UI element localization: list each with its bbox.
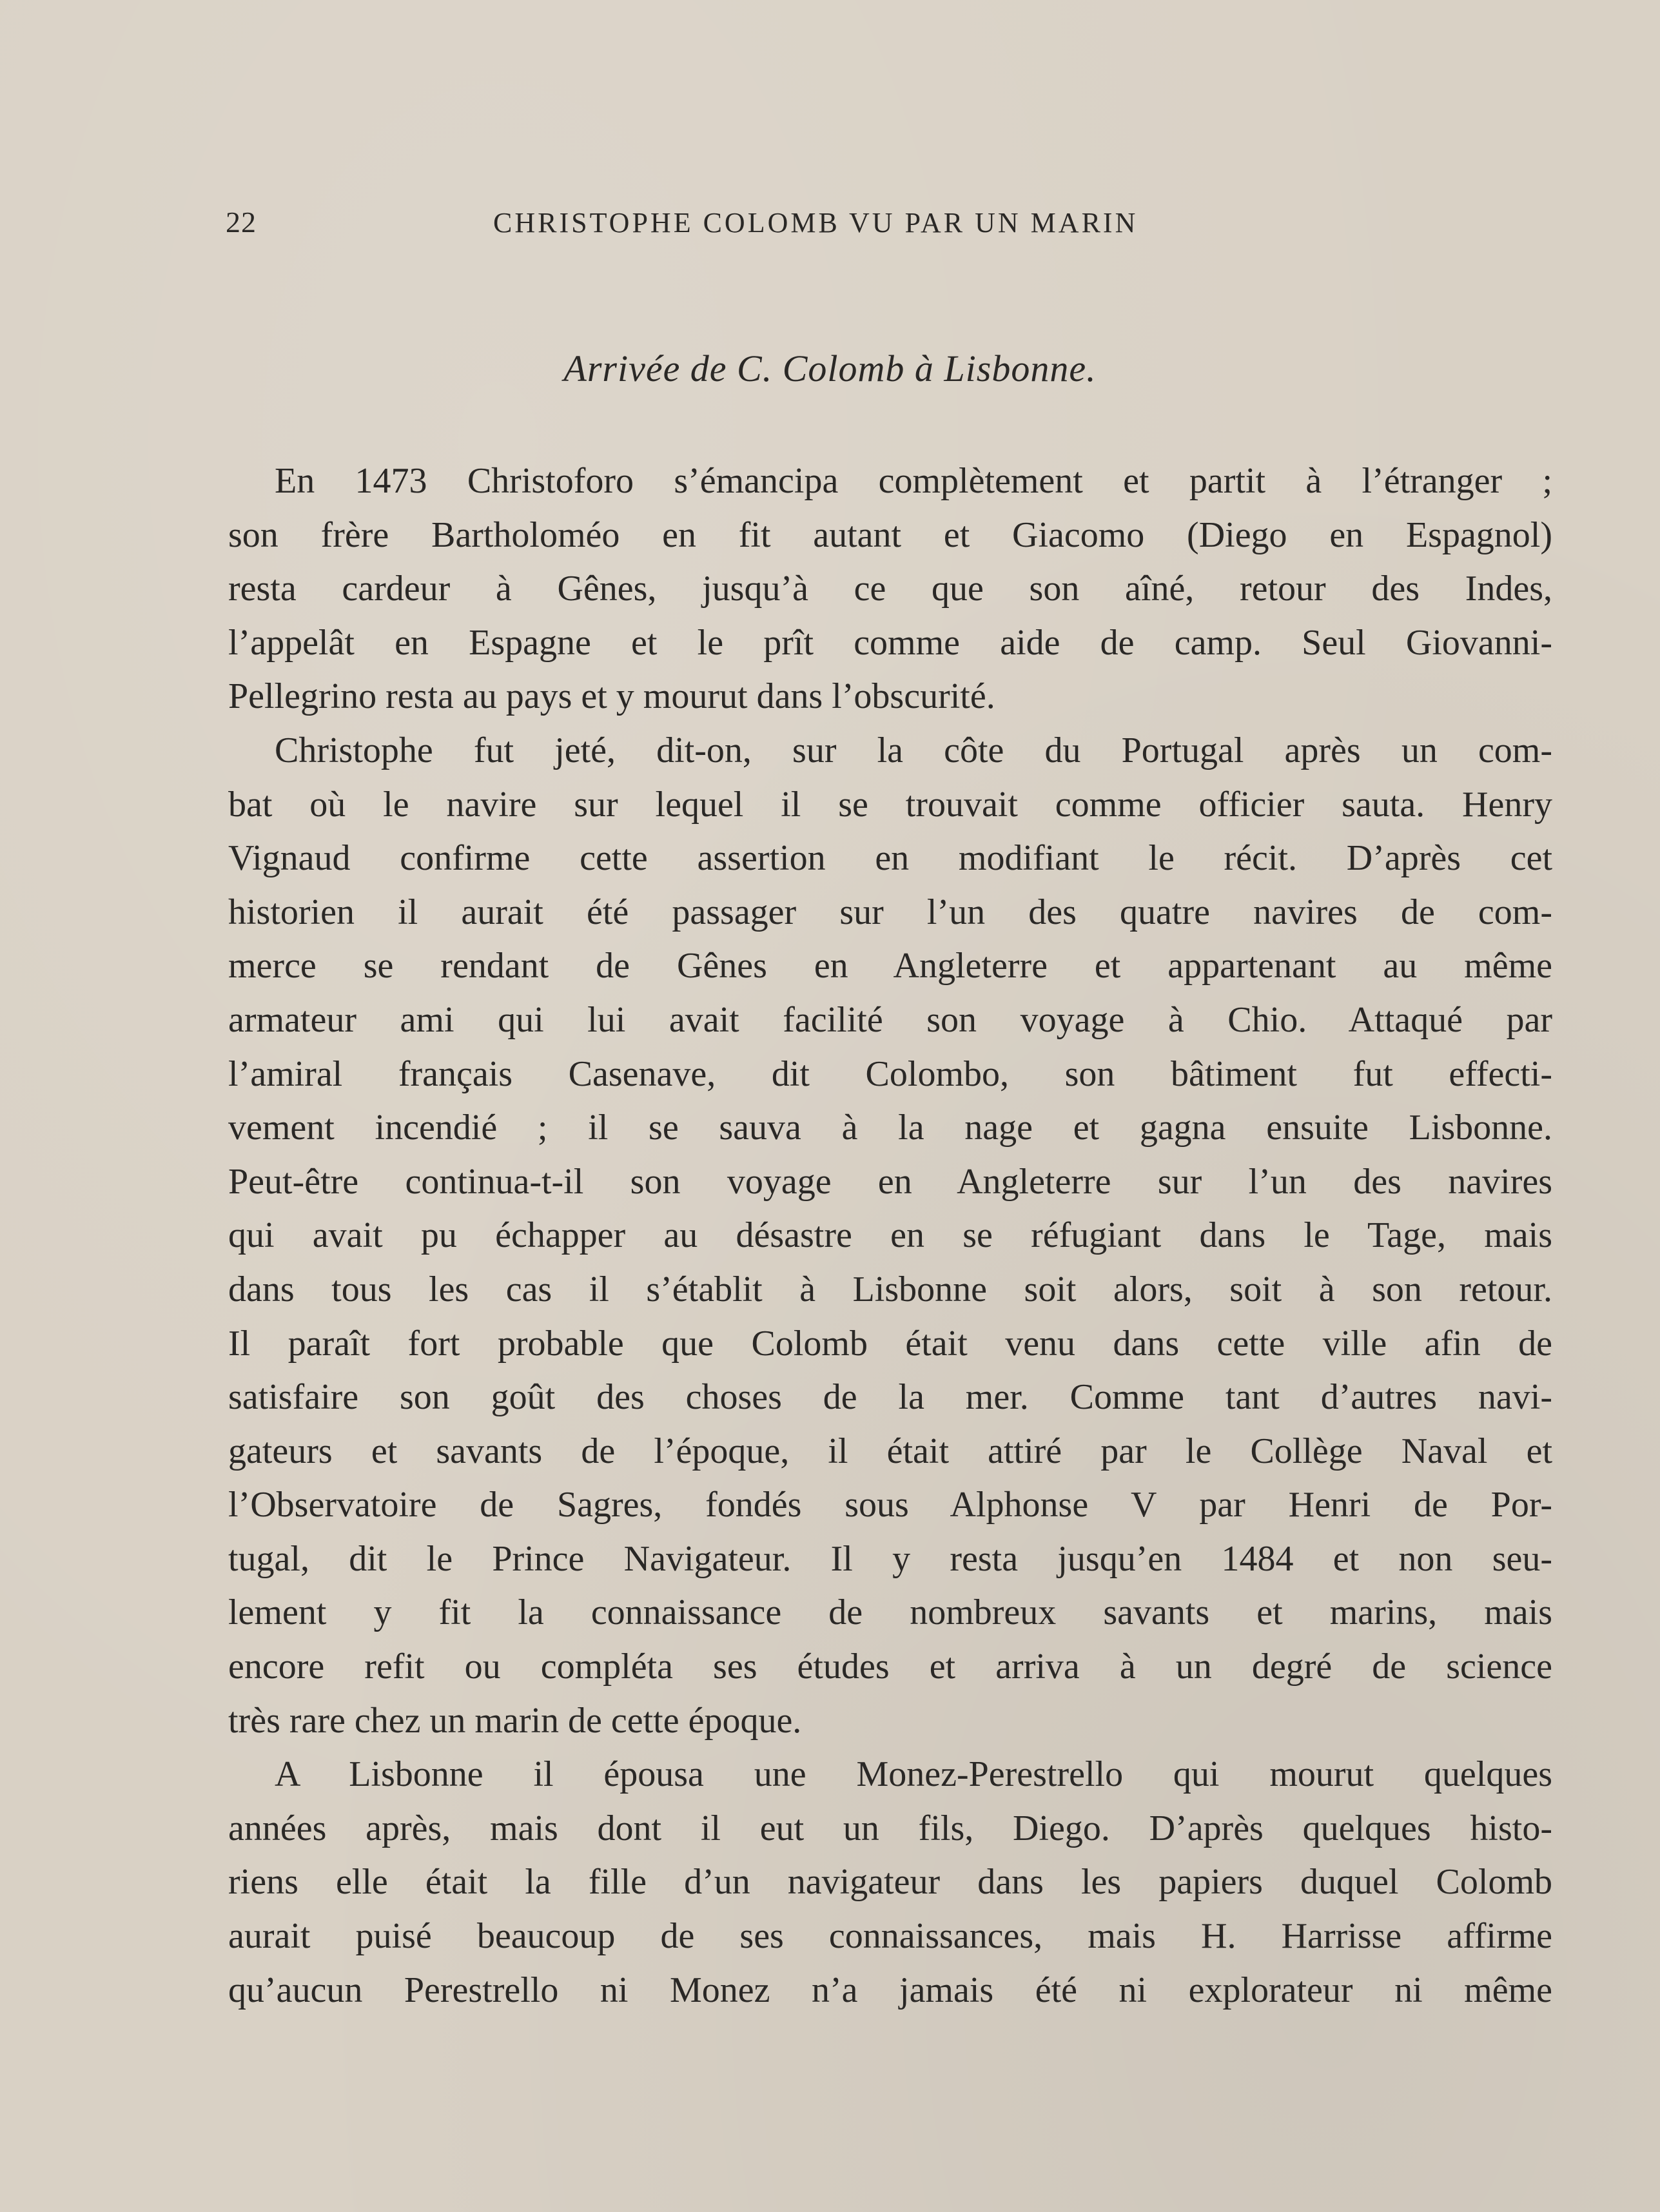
text-line: Peut-être continua-t-il son voyage en Angleterre sur l’un des navires — [228, 1161, 1552, 1202]
text-line: années après, mais dont il eut un fils, Diego. D’après quelques histo- — [228, 1808, 1552, 1848]
text-line: Il paraît fort probable que Colomb était venu dans cette ville afin de — [228, 1323, 1552, 1364]
text-line: historien il aurait été passager sur l’un des quatre navires de com- — [228, 892, 1552, 932]
section-heading: Arrivée de C. Colomb à Lisbonne. — [563, 347, 1097, 389]
text-line: l’appelât en Espagne et le prît comme aide de camp. Seul Giovanni- — [228, 622, 1552, 663]
running-title: CHRISTOPHE COLOMB VU PAR UN MARIN — [493, 207, 1138, 239]
text-line: gateurs et savants de l’époque, il était attiré par le Collège Naval et — [228, 1431, 1552, 1471]
text-line: l’amiral français Casenave, dit Colombo, son bâtiment fut effecti- — [228, 1053, 1552, 1094]
text-line: armateur ami qui lui avait facilité son voyage à Chio. Attaqué par — [228, 999, 1552, 1040]
text-line: A Lisbonne il épousa une Monez-Perestrello qui mourut quelques — [275, 1754, 1552, 1795]
body-text — [228, 455, 1552, 2017]
text-line: vement incendié ; il se sauva à la nage et gagna ensuite Lisbonne. — [228, 1108, 1552, 1148]
text-line: riens elle était la fille d’un navigateur dans les papiers duquel Colomb — [228, 1862, 1552, 1903]
text-line: En 1473 Christoforo s’émancipa complètement et partit à l’étranger ; — [275, 461, 1552, 501]
text-line: merce se rendant de Gênes en Angleterre et appartenant au même — [228, 946, 1552, 986]
running-head — [226, 205, 1554, 244]
text-line: son frère Bartholoméo en fit autant et Giacomo (Diego en Espagnol) — [228, 514, 1552, 555]
text-line: satisfaire son goût des choses de la mer. Comme tant d’autres navi- — [228, 1377, 1552, 1418]
text-line: très rare chez un marin de cette époque. — [228, 1700, 802, 1741]
text-line: encore refit ou compléta ses études et arriva à un degré de science — [228, 1647, 1552, 1687]
page-number: 22 — [226, 206, 257, 239]
text-line: aurait puisé beaucoup de ses connaissances, mais H. Harrisse affirme — [228, 1916, 1552, 1957]
text-line: Christophe fut jeté, dit-on, sur la côte du Portugal après un com- — [275, 730, 1552, 770]
text-line: bat où le navire sur lequel il se trouvait comme officier sauta. Henry — [228, 784, 1552, 825]
text-line: resta cardeur à Gênes, jusqu’à ce que son aîné, retour des Indes, — [228, 569, 1552, 609]
text-line: Pellegrino resta au pays et y mourut dans l’obscurité. — [228, 676, 995, 717]
text-line: qu’aucun Perestrello ni Monez n’a jamais été ni explorateur ni même — [228, 1970, 1552, 2010]
text-line: lement y fit la connaissance de nombreux savants et marins, mais — [228, 1592, 1552, 1633]
text-line: tugal, dit le Prince Navigateur. Il y resta jusqu’en 1484 et non seu- — [228, 1538, 1552, 1579]
text-line: Vignaud confirme cette assertion en modifiant le récit. D’après cet — [228, 838, 1552, 879]
text-line: dans tous les cas il s’établit à Lisbonne soit alors, soit à son retour. — [228, 1269, 1552, 1309]
text-line: l’Observatoire de Sagres, fondés sous Alphonse V par Henri de Por- — [228, 1485, 1552, 1525]
text-line: qui avait pu échapper au désastre en se réfugiant dans le Tage, mais — [228, 1215, 1552, 1256]
